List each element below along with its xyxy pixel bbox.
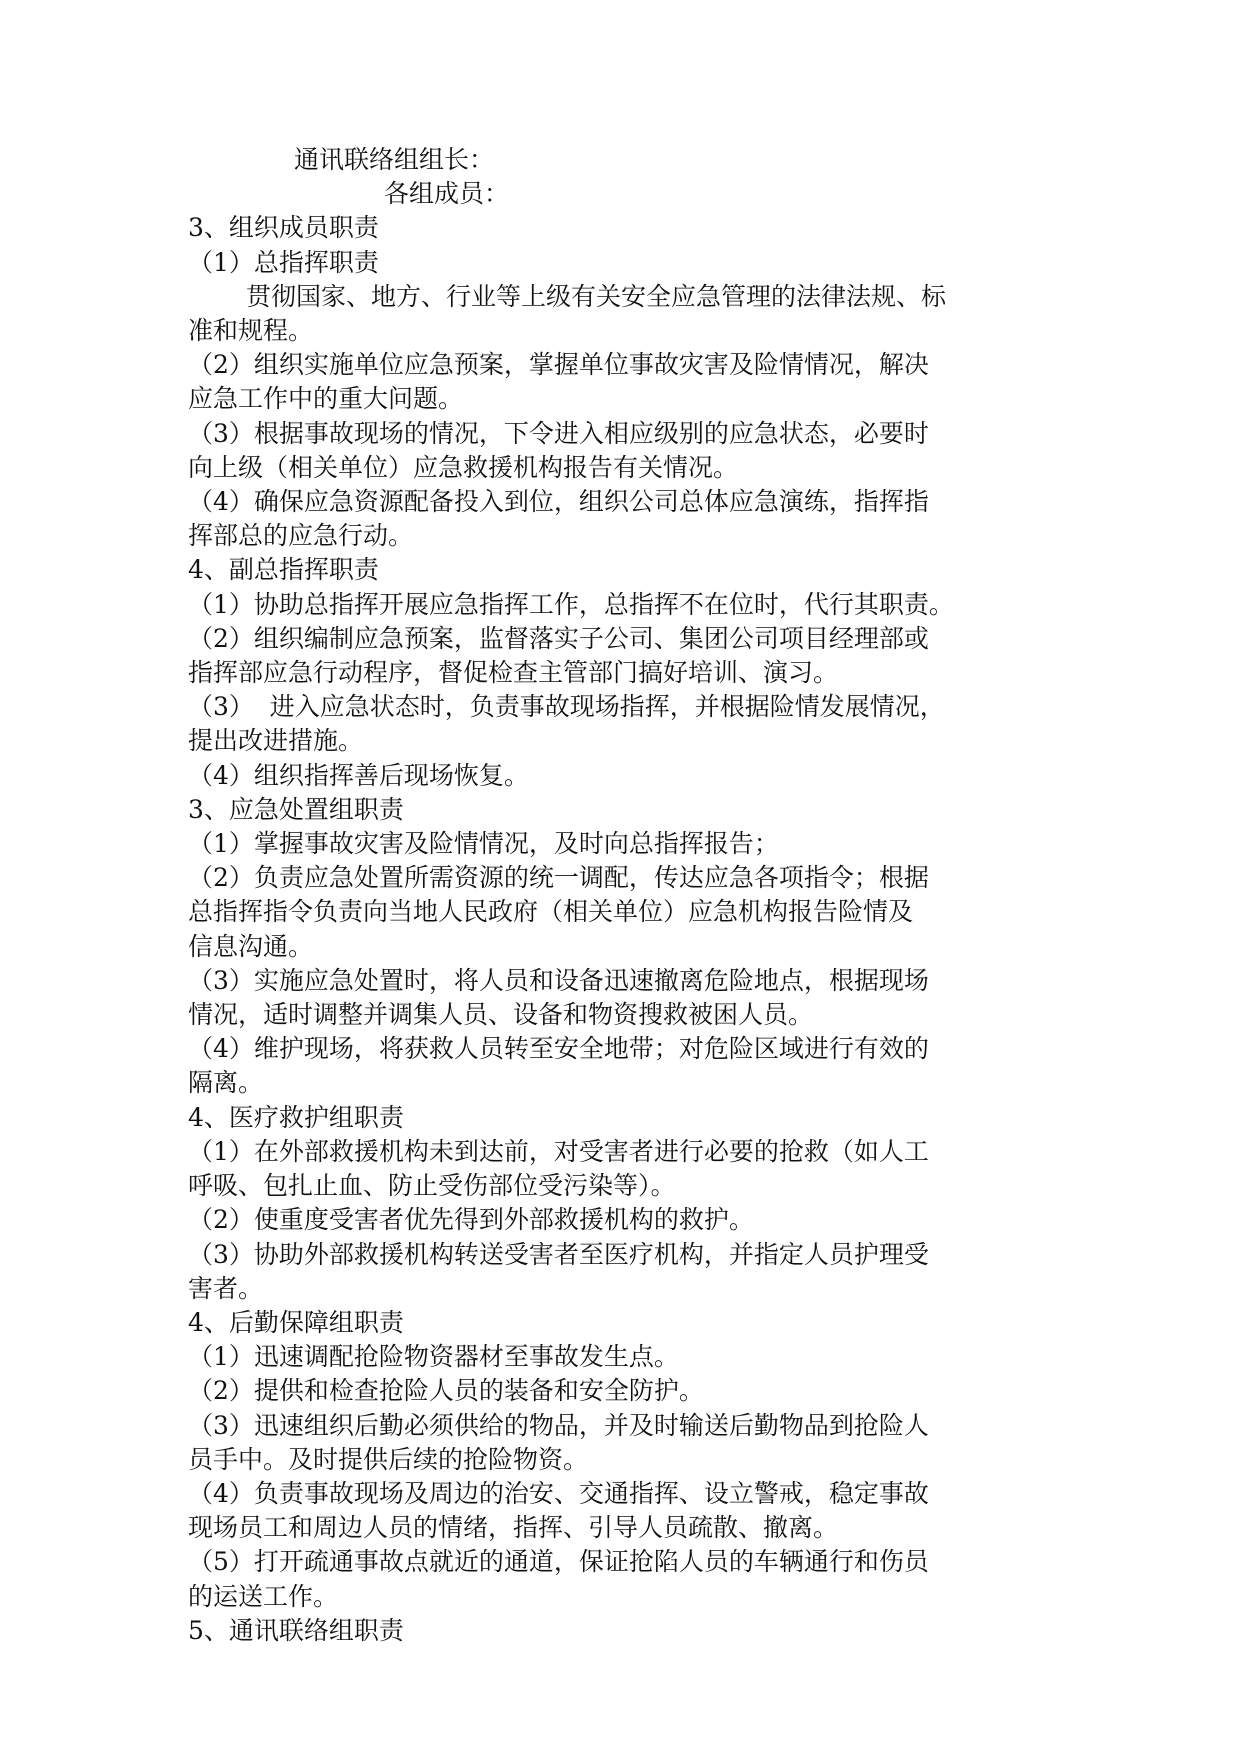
text-line: （1）协助总指挥开展应急指挥工作，总指挥不在位时，代行其职责。 [188, 589, 954, 619]
document-page [188, 143, 1068, 1648]
text-line: （1）总指挥职责 [188, 247, 379, 277]
text-line: 应急工作中的重大问题。 [188, 384, 464, 414]
text-line: 情况，适时调整并调集人员、设备和物资搜救被困人员。 [188, 1000, 814, 1030]
text-line: （3）实施应急处置时，将人员和设备迅速撤离危险地点，根据现场 [188, 965, 929, 995]
text-line: 准和规程。 [188, 316, 314, 346]
text-line: （2）负责应急处置所需资源的统一调配，传达应急各项指令；根据 [188, 863, 929, 893]
text-line: 通讯联络组组长： [294, 145, 495, 174]
text-line: 现场员工和周边人员的情绪，指挥、引导人员疏散、撤离。 [188, 1513, 839, 1543]
text-line: 总指挥指令负责向当地人民政府（相关单位）应急机构报告险情及 [188, 897, 914, 927]
text-line: 贯彻国家、地方、行业等上级有关安全应急管理的法律法规、标 [246, 281, 947, 311]
text-line: 各组成员： [384, 179, 510, 209]
text-line: 3、组织成员职责 [188, 213, 379, 243]
text-line: （2）组织实施单位应急预案，掌握单位事故灾害及险情情况，解决 [188, 350, 929, 380]
text-line: 4、后勤保障组职责 [188, 1307, 404, 1337]
text-line: 3、应急处置组职责 [188, 794, 404, 824]
text-line: 呼吸、包扎止血、防止受伤部位受污染等）。 [188, 1171, 676, 1201]
text-line: 提出改进措施。 [188, 726, 364, 756]
text-line: 信息沟通。 [188, 931, 314, 961]
text-line: 隔离。 [188, 1068, 264, 1098]
text-line: （4）组织指挥善后现场恢复。 [188, 760, 529, 790]
text-line: （4）维护现场，将获救人员转至安全地带；对危险区域进行有效的 [188, 1034, 929, 1064]
text-line: （3） 进入应急状态时，负责事故现场指挥，并根据险情发展情况， [188, 692, 945, 722]
text-line: （2）组织编制应急预案，监督落实子公司、集团公司项目经理部或 [188, 623, 929, 653]
text-line: （2）提供和检查抢险人员的装备和安全防护。 [188, 1376, 704, 1406]
text-line: （1）在外部救援机构未到达前，对受害者进行必要的抢救（如人工 [188, 1136, 929, 1166]
text-line: 害者。 [188, 1273, 264, 1303]
text-line: （2）使重度受害者优先得到外部救援机构的救护。 [188, 1205, 754, 1235]
text-line: 的运送工作。 [188, 1581, 339, 1611]
text-line: （3）根据事故现场的情况，下令进入相应级别的应急状态，必要时 [188, 418, 929, 448]
text-line: 5、通讯联络组职责 [188, 1615, 404, 1645]
text-line: （5）打开疏通事故点就近的通道，保证抢陷人员的车辆通行和伤员 [188, 1547, 929, 1577]
text-line: 挥部总的应急行动。 [188, 521, 414, 551]
text-line: 指挥部应急行动程序，督促检查主管部门搞好培训、演习。 [188, 658, 839, 688]
text-line: 向上级（相关单位）应急救援机构报告有关情况。 [188, 452, 739, 482]
text-line: 4、医疗救护组职责 [188, 1102, 404, 1132]
text-line: 员手中。及时提供后续的抢险物资。 [188, 1444, 589, 1474]
text-line: （3）协助外部救援机构转送受害者至医疗机构，并指定人员护理受 [188, 1239, 929, 1269]
text-line: （3）迅速组织后勤必须供给的物品，并及时输送后勤物品到抢险人 [188, 1410, 929, 1440]
text-line: （4）负责事故现场及周边的治安、交通指挥、设立警戒，稳定事故 [188, 1478, 929, 1508]
text-line: （1）迅速调配抢险物资器材至事故发生点。 [188, 1342, 679, 1372]
text-line: （4）确保应急资源配备投入到位，组织公司总体应急演练，指挥指 [188, 487, 929, 517]
text-line: （1）掌握事故灾害及险情情况，及时向总指挥报告； [188, 829, 779, 859]
text-line: 4、副总指挥职责 [188, 555, 379, 585]
